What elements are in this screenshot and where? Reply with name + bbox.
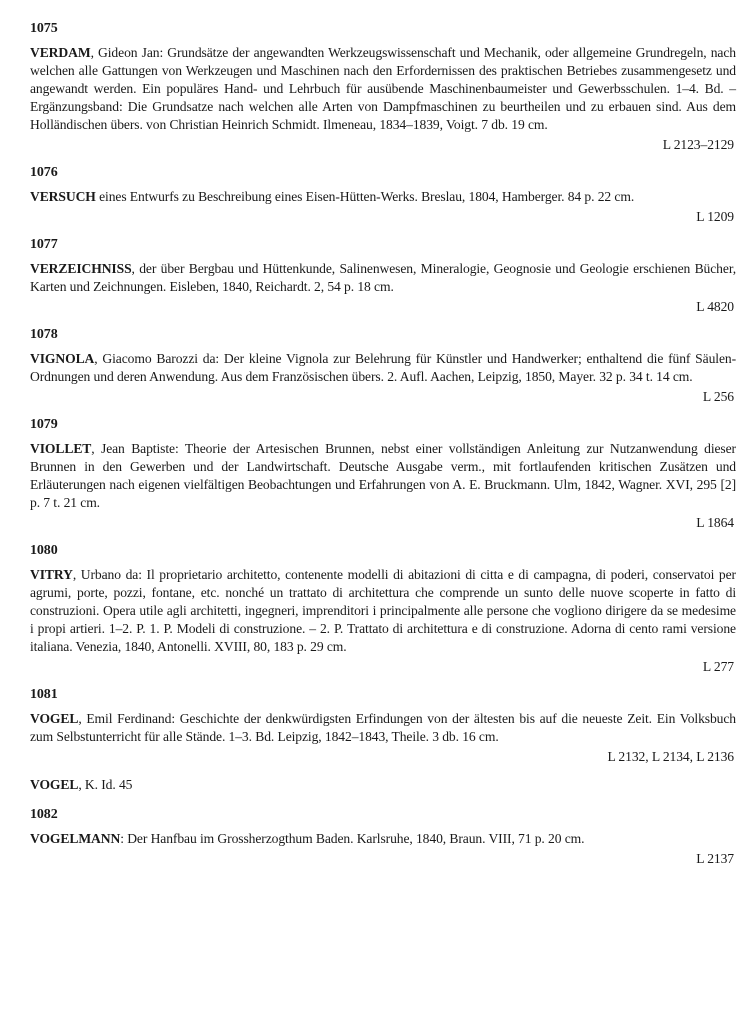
- entry-number: 1079: [30, 417, 58, 432]
- catalog-entry-1077: [30, 236, 736, 316]
- entry-author: VIOLLET: [30, 441, 92, 456]
- catalog-page: [30, 20, 736, 878]
- entry-author: VERZEICHNISS: [30, 261, 132, 276]
- entry-number: 1078: [30, 327, 58, 342]
- entry-description: [30, 710, 736, 746]
- entry-text: , Gideon Jan: Grundsätze der angewandten Werkzeugswissenschaft und Mechanik, oder allgemeine Grundregeln, nach welchen alle Gattungen von Werkzeugen und Maschinen nach den Erfordernissen des praktischen Betriebes zusammengesetz und angewandt werden. Ein populäres Hand- und Lehrbuch für ausübende Maschinenbaumeister und Gewerbsschulen. 1–4. Bd. – Ergänzungsband: Die Grundsatze nach welchen alle Arten von Dampfmaschinen zu beurtheilen und zu erbauen sind. Aus dem Holländischen übers. von Christian Heinrich Schmidt. Ilmeneau, 1834–1839, Voigt. 7 db. 19 cm.: [30, 45, 736, 132]
- entry-description: [30, 350, 736, 386]
- entry-author: VERDAM: [30, 45, 91, 60]
- cross-reference-author: VOGEL: [30, 777, 79, 792]
- entry-number: 1082: [30, 807, 58, 822]
- entry-text: , Jean Baptiste: Theorie der Artesischen Brunnen, nebst einer vollständigen Anleitung zur Nutzanwendung dieser Brunnen in den Gewerben und der Landwirtschaft. Deutsche Ausgabe verm., mit fortlaufenden kritischen Zusätzen und Erläuterungen nach eigenen vielfältigen Beobachtungen und Erfahrungen von A. E. Bruckmann. Ulm, 1842, Wagner. XVI, 295 [2] p. 7 t. 21 cm.: [30, 441, 736, 510]
- entry-signature: L 4820: [696, 299, 734, 314]
- entry-text: , Urbano da: Il proprietario architetto, contenente modelli di abitazioni di citta e di campagna, di poderi, conservatoi per agrumi, porte, pozzi, fontane, etc. nonché un trattato di architettura che comprende un sunto delle nuove scoperte in fatto di construzioni. Opera utile agli architetti, ingegneri, imprenditori i principalmente alle persone che vogliono dirigere da se medesime i propi artieri. 1–2. P. 1. P. Modeli di construzione. – 2. P. Trattato di architettura e di construzione. Adorna di cento rami versione italiana. Venezia, 1840, Antonelli. XVIII, 80, 183 p. 29 cm.: [30, 567, 736, 654]
- entry-description: [30, 44, 736, 134]
- entry-signature: L 277: [702, 659, 734, 674]
- catalog-entry-1082: [30, 806, 736, 868]
- cross-reference-text: , K. Id. 45: [78, 777, 133, 792]
- entry-signature: L 256: [702, 389, 734, 404]
- entry-signature: L 1209: [696, 209, 734, 224]
- entry-description: [30, 830, 736, 848]
- entry-signature: L 2132, L 2134, L 2136: [607, 749, 734, 764]
- entry-text: , Emil Ferdinand: Geschichte der denkwürdigsten Erfindungen von der ältesten bis auf die neueste Zeit. Ein Volksbuch zum Selbstunterricht für alle Stände. 1–3. Bd. Leipzig, 1842–1843, Theile. 3 db. 16 cm.: [30, 711, 736, 744]
- entry-signature: L 2137: [696, 851, 734, 866]
- entry-author: VOGEL: [30, 711, 79, 726]
- entry-description: [30, 260, 736, 296]
- catalog-entry-1078: [30, 326, 736, 406]
- entry-text: : Der Hanfbau im Grossherzogthum Baden. Karlsruhe, 1840, Braun. VIII, 71 p. 20 cm.: [120, 831, 585, 846]
- entry-text: , Giacomo Barozzi da: Der kleine Vignola zur Belehrung für Künstler und Handwerker; enthaltend die fünf Säulen-Ordnungen und deren Anwendung. Aus dem Französischen übers. 2. Aufl. Aachen, Leipzig, 1850, Mayer. 32 p. 34 t. 14 cm.: [30, 351, 736, 384]
- entry-text: eines Entwurfs zu Beschreibung eines Eisen-Hütten-Werks. Breslau, 1804, Hamberger. 84 p. 22 cm.: [95, 189, 635, 204]
- catalog-entry-1075: [30, 20, 736, 154]
- entry-number: 1081: [30, 687, 58, 702]
- entry-author: VOGELMANN: [30, 831, 121, 846]
- entry-signature: L 2123–2129: [662, 137, 734, 152]
- catalog-entry-1081: [30, 686, 736, 766]
- catalog-entry-1076: [30, 164, 736, 226]
- entry-number: 1076: [30, 165, 58, 180]
- entry-text: , der über Bergbau und Hüttenkunde, Salinenwesen, Mineralogie, Geognosie und Geologie erschienen Bücher, Karten und Zeichnungen. Eisleben, 1840, Reichardt. 2, 54 p. 18 cm.: [30, 261, 736, 294]
- entry-signature: L 1864: [696, 515, 734, 530]
- entry-author: VIGNOLA: [30, 351, 95, 366]
- entry-description: [30, 566, 736, 656]
- entry-description: [30, 440, 736, 512]
- entry-author: VITRY: [30, 567, 73, 582]
- entry-author: VERSUCH: [30, 189, 96, 204]
- catalog-entry-1080: [30, 542, 736, 676]
- entry-number: 1077: [30, 237, 58, 252]
- entry-number: 1075: [30, 21, 58, 36]
- entry-number: 1080: [30, 543, 58, 558]
- catalog-entry-1079: [30, 416, 736, 532]
- cross-reference: [30, 776, 736, 794]
- entry-description: [30, 188, 736, 206]
